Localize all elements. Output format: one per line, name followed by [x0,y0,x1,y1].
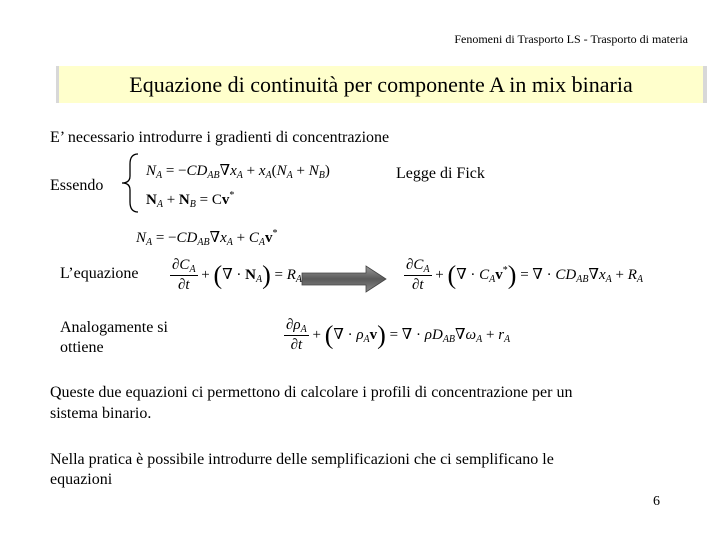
paragraph-1-line-2: sistema binario. [50,405,152,422]
continuity-equation: $\frac{\partial C_A}{\partial t}$ + (∇ · $N_A) = R_A$ [172,257,303,293]
fick-flux-equation: $N_A = -CD_{AB}\nabla x_A + C_Av^*$ [136,228,278,248]
paragraph-1-line-1: Queste due equazioni ci permettono di calcolare i profili di concentrazione per un [50,384,573,401]
label-essendo: Essendo [50,177,104,194]
page-number: 6 [653,494,660,509]
flux-equation-1: $N_A = -CD_{AB}\nabla x_A + x_A(N_A + N_B)$ [146,163,330,181]
paragraph-2-line-1: Nella pratica è possibile introdurre delle semplificazioni che ci semplificano le [50,451,554,468]
paragraph-2-line-2: equazioni [50,471,113,488]
continuity-equation-expanded: $\frac{\partial C_A}{\partial t}$ + (∇ · $C_Av^*$) = ∇ · $CD_{AB}\nabla x_A + R_A$ [406,257,643,293]
flux-equation-2: $N_A + N_B = Cv^*$ [146,190,235,210]
slide-header: Fenomeni di Trasporto LS - Trasporto di materia [454,32,688,46]
mass-continuity-equation: $\frac{\partial\rho_A}{\partial t}$ + (∇ · $\rho_Av$) = ∇ · $\rho D_{AB}\nabla\omega_A + r_A$ [286,317,511,353]
intro-text: E’ necessario introdurre i gradienti di concentrazione [50,129,390,146]
slide-title-box [56,66,707,103]
label-fick: Legge di Fick [396,165,485,182]
implication-arrow-icon [300,264,390,294]
label-analogamente-2: ottiene [60,339,104,356]
curly-brace [118,152,140,214]
label-equazione: L’equazione [60,265,139,282]
slide-title: Equazione di continuità per componente A in mix binaria [129,71,633,97]
label-analogamente-1: Analogamente si [60,319,168,336]
